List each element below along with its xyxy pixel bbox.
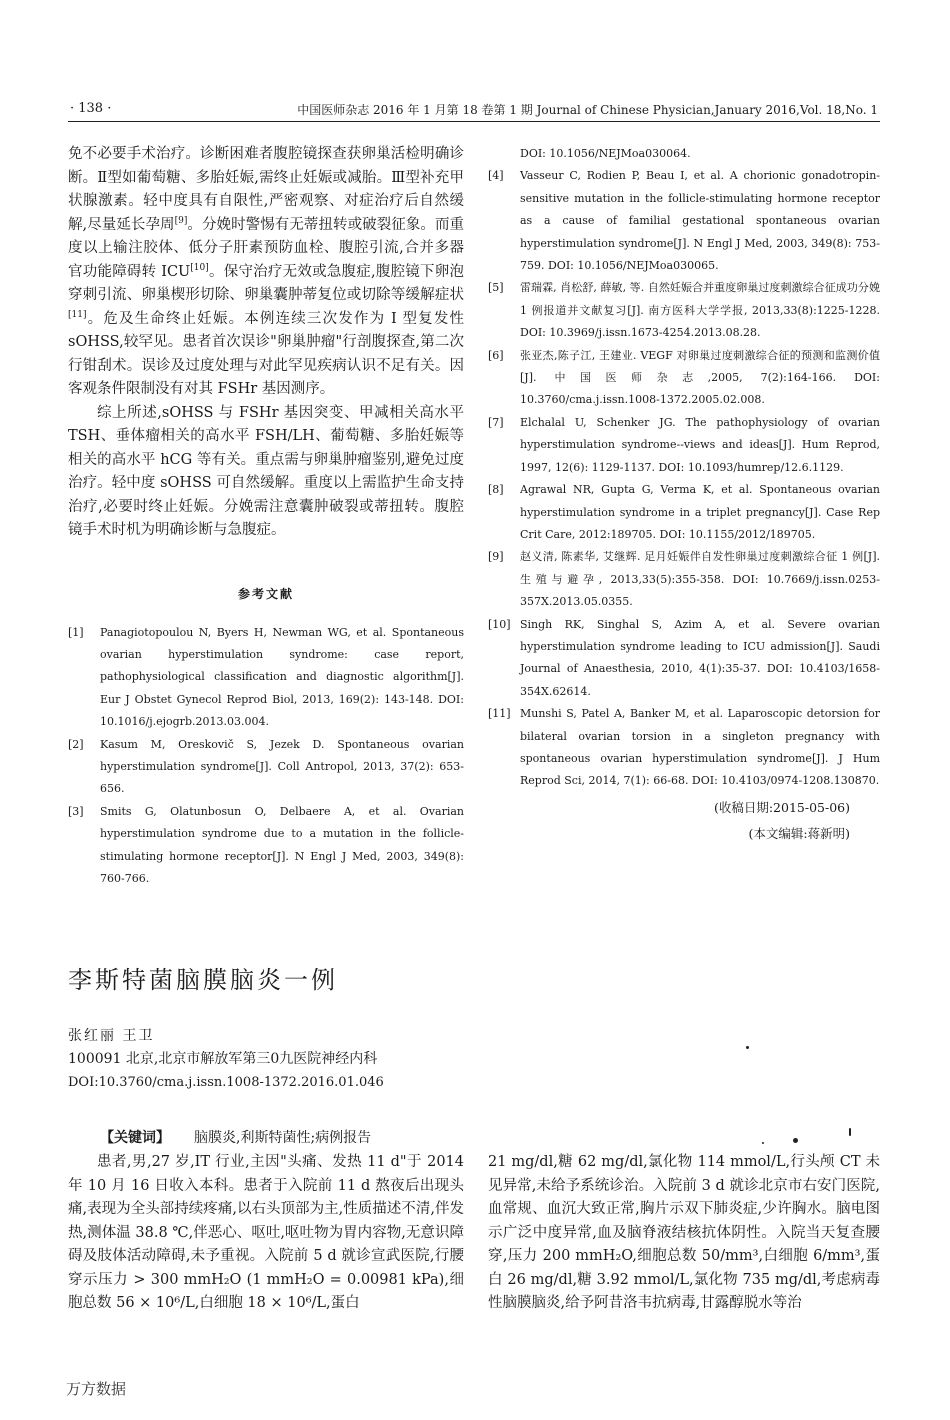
reference-item: [10] Singh RK, Singhal S, Azim A, et al. Severe ovarian hyperstimulation syndrome leading to ICU admission[J]. Saudi Journal of Anaesthesia, 2010, 4(1):35-37. DOI: 10.4103/1658-354X.62614. [488,617,880,698]
reference-item: [3] Smits G, Olatunbosun O, Delbaere A, et al. Ovarian hyperstimulation syndrome due to a mutation in the follicle-stimulating hormone receptor[J]. N Engl J Med, 2003, 349(8): 760-766. [68,804,464,885]
right-column [488,143,880,845]
reference-continuation: DOI: 10.1056/NEJMoa030064. [520,147,691,160]
reference-item: [8] Agrawal NR, Gupta G, Verma K, et al. Spontaneous ovarian hyperstimulation syndrome in a triplet pregnancy[J]. Case Rep Crit Care, 2012:189705. DOI: 10.1155/2012/189705. [488,483,880,541]
article-affiliation: 100091 北京,北京市解放军第三0九医院神经内科 [68,1051,378,1067]
reference-item: [1] Panagiotopoulou N, Byers H, Newman WG, et al. Spontaneous ovarian hyperstimulation syndrome: case report, pathophysiological classification and diagnostic algorithm[J]. Eur J Obstet Gynecol Reprod Biol, 2013, 169(2): 143-148. DOI: 10.1016/j.ejogrb.2013.03.004. [68,625,464,729]
keywords-label: 【关键词】 [100,1130,170,1146]
left-column [68,143,464,890]
article-title: 李斯特菌脑膜脑炎一例 [68,966,338,994]
case-body-right [488,1151,880,1316]
reference-item: [4] Vasseur C, Rodien P, Beau I, et al. A chorionic gonadotropin-sensitive mutation in the follicle-stimulating hormone receptor as a cause of familial gestational spontaneous ovarian hyperstimulation syndrome[J]. N Engl J Med, 2003, 349(8): 753-759. DOI: 10.1056/NEJMoa030065. [488,169,880,273]
reference-item: [7] Elchalal U, Schenker JG. The pathophysiology of ovarian hyperstimulation syndrome--views and ideas[J]. Hum Reprod, 1997, 12(6): 1129-1137. DOI: 10.1093/humrep/12.6.1129. [488,415,880,474]
reference-item: [2] Kasum M, Oreskovič S, Jezek D. Spontaneous ovarian hyperstimulation syndrome[J]. Coll Antropol, 2013, 37(2): 653-656. [68,737,464,796]
scan-speck [849,1128,851,1136]
article-doi: DOI:10.3760/cma.j.issn.1008-1372.2016.01.046 [68,1075,384,1090]
reference-item: [9] 赵义清, 陈素华, 艾继辉. 足月妊娠伴自发性卵巢过度刺激综合征 1 例[J]. 生殖与避孕, 2013,33(5):355-358. DOI: 10.7669/j.issn.0253-357X.2013.05.0355. [488,550,880,609]
scan-speck [762,1142,764,1144]
reference-item: [11] Munshi S, Patel A, Banker M, et al. Laparoscopic detorsion for bilateral ovarian torsion in a singleton pregnancy with spontaneous ovarian hyperstimulation syndrome[J]. J Hum Reprod Sci, 2014, 7(1): 66-68. DOI: 10.4103/0974-1208.130870. [488,707,880,788]
keywords-line [100,1127,371,1147]
case-body-left [68,1151,464,1316]
scan-speck [746,1046,749,1049]
references-heading: 参考文献 [237,586,294,601]
keywords-text: 脑膜炎,利斯特菌性;病例报告 [194,1130,372,1146]
watermark: 万方数据 [66,1380,127,1398]
reference-item: [5] 雷瑞霖, 肖松舒, 薛敏, 等. 自然妊娠合并重度卵巢过度刺激综合征成功分娩 1 例报道并文献复习[J]. 南方医科大学学报, 2013,33(8):1225-1228. DOI: 10.3969/j.issn.1673-4254.2013.08.28. [488,281,880,340]
discussion-paragraph: 免不必要手术治疗。诊断困难者腹腔镜探查获卵巢活检明确诊断。Ⅱ型如葡萄糖、多胎妊娠,需终止妊娠或减胎。Ⅲ型补充甲状腺激素。轻中度具有自限性,严密观察、对症治疗后自然缓解,尽量延长孕周[9]。分娩时警惕有无蒂扭转或破裂征象。而重度以上输注胶体、低分子肝素预防血栓、腹腔引流,合并多器官功能障碍转 ICU[10]。保守治疗无效或急腹症,腹腔镜下卵泡穿刺引流、卵巢楔形切除、卵巢囊肿蒂复位或切除等缓解症状[11]。危及生命终止妊娠。本例连续三次发作为 I 型复发性 sOHSS,较罕见。患者首次误诊"卵巢肿瘤"行剖腹探查,第二次行钳刮术。误诊及过度处理与对此罕见疾病认识不足有关。因客观条件限制没有对其 FSHr 基因测序。 [68,146,465,397]
reference-item: [6] 张亚杰,陈子江, 王建业. VEGF 对卵巢过度刺激综合征的预测和监测价值[J]. 中国医师杂志,2005, 7(2):164-166. DOI: 10.3760/cma.j.issn.1008-1372.2005.02.008. [488,348,880,407]
editor-note: (本文编辑:蒋新明) [748,825,850,841]
received-date: (收稿日期:2015-05-06) [713,799,850,815]
page-number: · 138 · [70,101,112,116]
article-authors: 张红丽 王卫 [68,1028,155,1044]
scan-speck [793,1138,798,1143]
conclusion-paragraph: 综上所述,sOHSS 与 FSHr 基因突变、甲减相关高水平 TSH、垂体瘤相关的高水平 FSH/LH、葡萄糖、多胎妊娠等相关的高水平 hCG 等有关。重点需与卵巢肿瘤鉴别,避免过度治疗。轻中度 sOHSS 可自然缓解。重度以上需监护生命支持治疗,必要时终止妊娠。分娩需注意囊肿破裂或蒂扭转。腹腔镜手术时机为明确诊断与急腹症。 [68,404,464,538]
case-paragraph: 患者,男,27 岁,IT 行业,主因"头痛、发热 11 d"于 2014 年 10 月 16 日收入本科。患者于入院前 11 d 熬夜后出现头痛,表现为全头部持续疼痛,以右头顶部为主,性质描述不清,伴发热,测体温 38.8 ℃,伴恶心、呕吐,呕吐物为胃内容物,无意识障碍及肢体活动障碍,未予重视。入院前 5 d 就诊宣武医院,行腰穿示压力 > 300 mmH₂O (1 mmH₂O = 0.00981 kPa),细胞总数 56 × 10⁶/L,白细胞 18 × 10⁶/L,蛋白 [68,1154,464,1311]
header-rule [68,121,880,122]
case-paragraph-continued: 21 mg/dl,糖 62 mg/dl,氯化物 114 mmol/L,行头颅 CT 未见异常,未给予系统诊治。入院前 3 d 就诊北京市右安门医院,血常规、血沉大致正常,胸片示双下肺炎症,少许胸水。脑电图示广泛中度异常,血及脑脊液结核抗体阴性。入院当天复查腰穿,压力 200 mmH₂O,细胞总数 50/mm³,白细胞 6/mm³,蛋白 26 mg/dl,糖 3.92 mmol/L,氯化物 735 mg/dl,考虑病毒性脑膜脑炎,给予阿昔洛韦抗病毒,甘露醇脱水等治 [488,1154,880,1311]
journal-header: 中国医师杂志 2016 年 1 月第 18 卷第 1 期 Journal of Chinese Physician,January 2016,Vol. 18,No. 1 [297,103,878,117]
